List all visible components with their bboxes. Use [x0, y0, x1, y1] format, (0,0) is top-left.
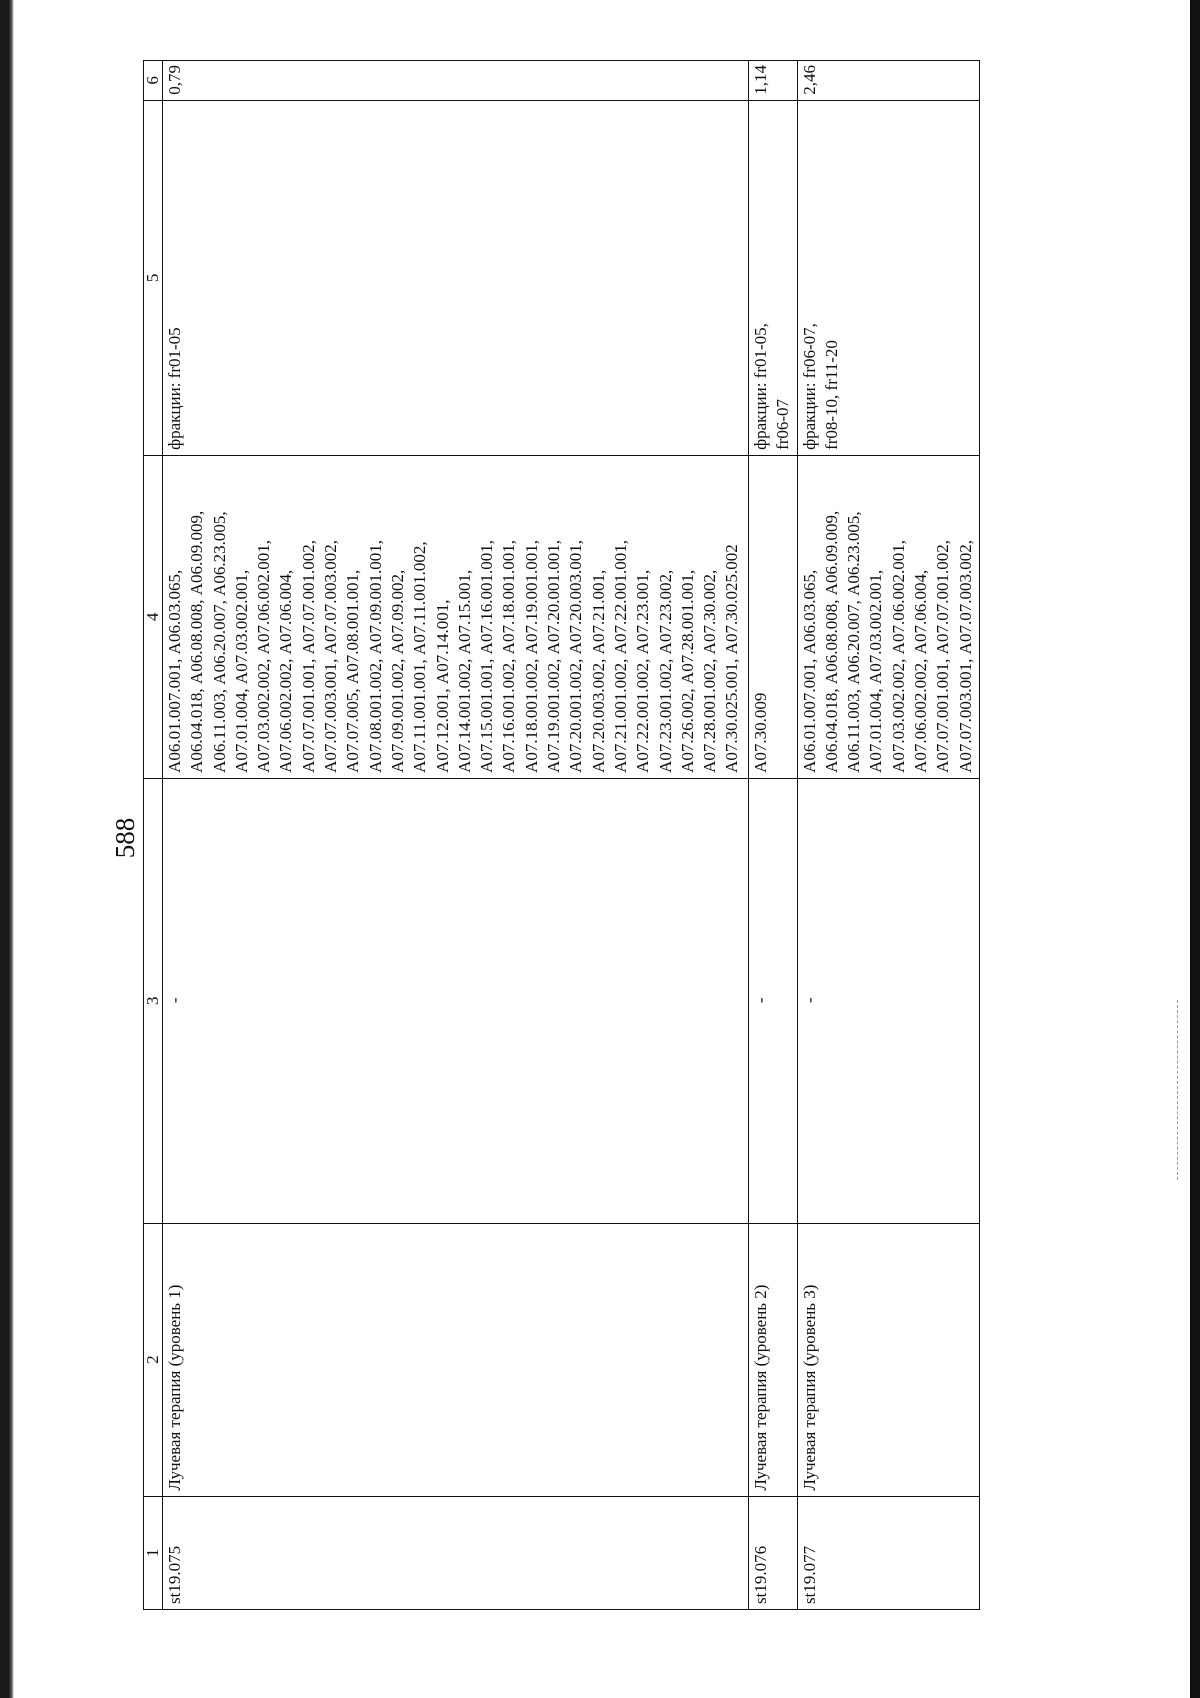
scan-right-edge: [1190, 0, 1200, 1698]
header-cell: 5: [144, 100, 163, 455]
row-services: А07.30.009: [749, 455, 798, 778]
rotated-table-container: [143, 60, 1063, 1610]
row-col3: -: [797, 778, 979, 1223]
row-name: Лучевая терапия (уровень 2): [749, 1223, 798, 1496]
row-name: Лучевая терапия (уровень 1): [163, 1223, 749, 1496]
row-col3: -: [749, 778, 798, 1223]
row-col3: -: [163, 778, 749, 1223]
row-services: А06.01.007.001, А06.03.065, А06.04.018, А06.08.008, А06.09.009, А06.11.003, А06.20.007, А06.23.005, А07.01.004, А07.03.002.001, А07.03.002.002, А07.06.002.001, А07.06.002.002, А07.06.004, А07.07.001.001, А07.07.001.002, А07.07.003.001, А07.07.003.002,: [797, 455, 979, 778]
row-code: st19.077: [797, 1496, 979, 1609]
page-number: 588: [110, 817, 140, 859]
table-header-row: [144, 61, 163, 1610]
row-services: А06.01.007.001, А06.03.065, А06.04.018, А06.08.008, А06.09.009, А06.11.003, А06.20.007, А06.23.005, А07.01.004, А07.03.002.001, А07.03.002.002, А07.06.002.001, А07.06.002.002, А07.06.004, А07.07.001.001, А07.07.001.002, А07.07.003.001, А07.07.003.002, А07.07.005, А07.08.001.001, А07.08.001.002, А07.09.001.001, А07.09.001.002, А07.09.002, А07.11.001.001, А07.11.001.002, А07.12.001, А07.14.001, А07.14.001.002, А07.15.001, А07.15.001.001, А07.16.001.001, А07.16.001.002, А07.18.001.001, А07.18.001.002, А07.19.001.001, А07.19.001.002, А07.20.001.001, А07.20.001.002, А07.20.003.001, А07.20.003.002, А07.21.001, А07.21.001.002, А07.22.001.001, А07.22.001.002, А07.23.001, А07.23.001.002, А07.23.002, А07.26.002, А07.28.001.001, А07.28.001.002, А07.30.002, А07.30.025.001, А07.30.025.002: [163, 455, 749, 778]
table-row: [797, 61, 979, 1610]
header-cell: 2: [144, 1223, 163, 1496]
row-coefficient: 2,46: [797, 61, 979, 101]
header-cell: 6: [144, 61, 163, 101]
row-coefficient: 0,79: [163, 61, 749, 101]
scan-left-edge: [0, 0, 14, 1698]
row-criteria: фракции: fr01-05, fr06-07: [749, 100, 798, 455]
row-criteria: фракции: fr01-05: [163, 100, 749, 455]
row-code: st19.076: [749, 1496, 798, 1609]
header-cell: 4: [144, 455, 163, 778]
tariff-table: [143, 60, 980, 1610]
row-code: st19.075: [163, 1496, 749, 1609]
table-row: [749, 61, 798, 1610]
header-cell: 3: [144, 778, 163, 1223]
row-coefficient: 1,14: [749, 61, 798, 101]
header-cell: 1: [144, 1496, 163, 1609]
table-row: [163, 61, 749, 1610]
row-name: Лучевая терапия (уровень 3): [797, 1223, 979, 1496]
scan-artifact-line: [1177, 1000, 1179, 1180]
row-criteria: фракции: fr06-07, fr08-10, fr11-20: [797, 100, 979, 455]
